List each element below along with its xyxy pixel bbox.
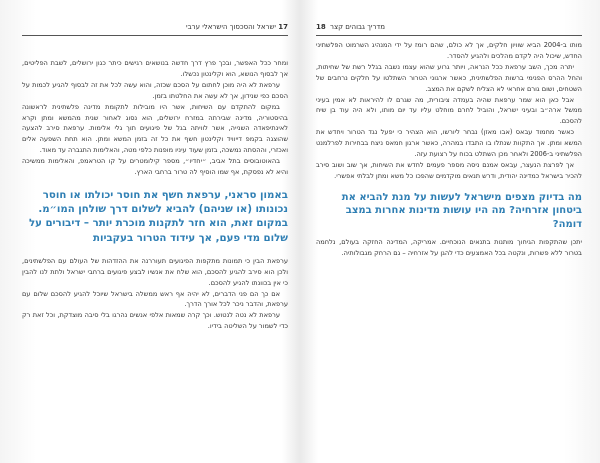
paragraph: אם כך הם פני הדברים, לא יהיה אף ראש ממשלה בישראל שיוכל להגיע להסכם שלום עם ערפאת, והדבר ניכר לכל אורך הדרך. <box>22 289 288 309</box>
paragraph: יתרה מכך, השב ערפאת ככל הנראה, ויותר גרוע שהוא עצמו נשבה בגלל רשת של שחיתות, והחל ההרס הפנימי ברשות הפלשתינית, כאשר ארגוני הטרור השתלטו על חלקים נרחבים של השטחים, ושום גורם אחראי לא הצליח לשקם את המצב. <box>316 62 582 93</box>
paragraph: יתכן שהתקפות הגיחוך מותנות בתנאים הנוכחיים. אמריקה, המדינה החזקה בעולם, נלחמה בטרור ללא פשרות, ונקטה בכל האמצעים כדי להגן על אזרחיה – גם הרחק מגבולותיה. <box>316 238 582 258</box>
paragraph: ערפאת לא נטה לנטוש. וכך קרה שמאות אלפי אנשים נהרגו בלי סיבה מוצדקת, וכל זאת רק כדי לשמור על השליטה בידיו. <box>22 311 288 331</box>
page-number: 17 <box>278 23 288 31</box>
paragraph: ומחר ככל האפשר, ובכך פרץ דרך חדשה בנושאים רגישים כיתר כגון ירושלים, לשבת הפליטים, אך לבסוף הנושא, הוא וקלינטון נכשלו. <box>22 59 288 78</box>
paragraph: אבל כאן הוא שמר ערפאת שהיה בעמדה ציבורית, מה שגרם לו להיראות לא אמין בעיני ממשל ארה״ב ובעיני ישראל, והוביל לחרם מוחלט עליו עד יום מותו, ולא היה עוד בן שיח להסכם. <box>316 95 582 126</box>
paragraph: מותו ב-2004 הביא שוויון חלקים, אך לא כולם, שהם רומז על ידי המנהיג השרמוט הפלשתיני החדש, שיכול היה לקדם מהלכים ולהגיע להסדר. <box>316 41 582 60</box>
right-page-header <box>316 23 582 35</box>
left-page-body <box>22 58 288 332</box>
paragraph: במקום להתקדם עם השיחות, אשר היו מובילות לתקומת מדינה פלשתינית לראשונה בהיסטוריה, מדינה שבירתה במזרח ירושלים, הוא נסוג לאחור שנית מהמשא ומתן וקרא לאינתיפאדה השנייה, אשר לוויתה בגל של פיגועים תוך גלי אלימות. ערפאת סירב להצעה שהוצגה בקמפ דייוויד וקלינטון חשף את כל זה בזמן המשא ומתן. הוא תחת השפעה אלים ואכזרי, וההסתה נמשכה, בזמן שעוד עיניו מופנות כלפי מטה, והאלימות התגברה עד מאוד. <box>22 102 288 155</box>
paragraph: אך לפרצת הנעצר, עבאס אמנם ניסה מספר פעמים לחדש את השיחות, אך שוב ושוב סירב להכיר בישראל כמדינה יהודית, ודרש תנאים מוקדמים שהפכו כל משא ומתן לבלתי אפשרי. <box>316 160 582 180</box>
section-heading: מה בדיוק מצפים מישראל לעשות על מנת להביא את ביטחון אזרחיה? מה היו עושות מדינות אחרות במצב דומה? <box>341 191 582 230</box>
paragraph: ערפאת הבין כי תמונות מתקפות הפיגועים תעוררנה את ההזדהות של העולם עם הפלשתינים, ולכן הוא סירב להגיע להסכם, הוא שלח את אנשיו לבצע פיגועים ברחבי ישראל ולתת לנו להבין כי אין בכוונתו להגיע להסכם. <box>22 256 288 287</box>
right-page-body <box>316 40 582 259</box>
paragraph: ערפאת לא היה מוכן לחתום על הסכם שכזה, והוא עשה לכל את זה לבסוף להגיע לכמות על הסכם כפי שנידון, אך לא עשה את החלטתו בזמן. <box>22 80 288 100</box>
left-page-header <box>22 23 288 35</box>
header-rule <box>316 35 582 36</box>
right-page <box>316 0 582 463</box>
left-page <box>22 0 288 463</box>
running-head: ישראל והסכסוך הישראלי ערבי <box>186 23 276 31</box>
running-head: מדריך גבוהים קצר <box>330 23 385 31</box>
page-number: 18 <box>316 23 326 31</box>
paragraph: כאשר מחמוד עבאס (אבו מאזן) נבחר ליורשו, הוא הצהיר כי יפעל נגד הטרור ויחדש את המשא ומתן. אך התקוות שנתלו בו התבדו במהרה, כאשר ארגון חמאס ניצח בבחירות לפרלמנט הפלשתיני ב-2006 ולאחר מכן השתלט בכוח על רצועת עזה. <box>316 128 582 159</box>
header-rule <box>22 35 288 36</box>
pull-quote: באמון סראני, ערפאת חשף את חוסר יכולתו או חוסר נכונותו (או שניהם) להביא לשלום דרך שולחן המו״מ. במקום זאת, הוא חזר לתקנות מוכרת יותר – דיבורים על שלום מדי פעם, אך עידוד הטרור בעקביות <box>28 189 288 244</box>
paragraph: בהאוטובוסים בתל אביב, ״יחדיו״, מספר קילומטרים על קו הטראמפ, והאלימות ממשיכה והיא לא נפסקת, אף שמו הוסיף לה טרור ברחבי הארץ. <box>22 157 288 177</box>
